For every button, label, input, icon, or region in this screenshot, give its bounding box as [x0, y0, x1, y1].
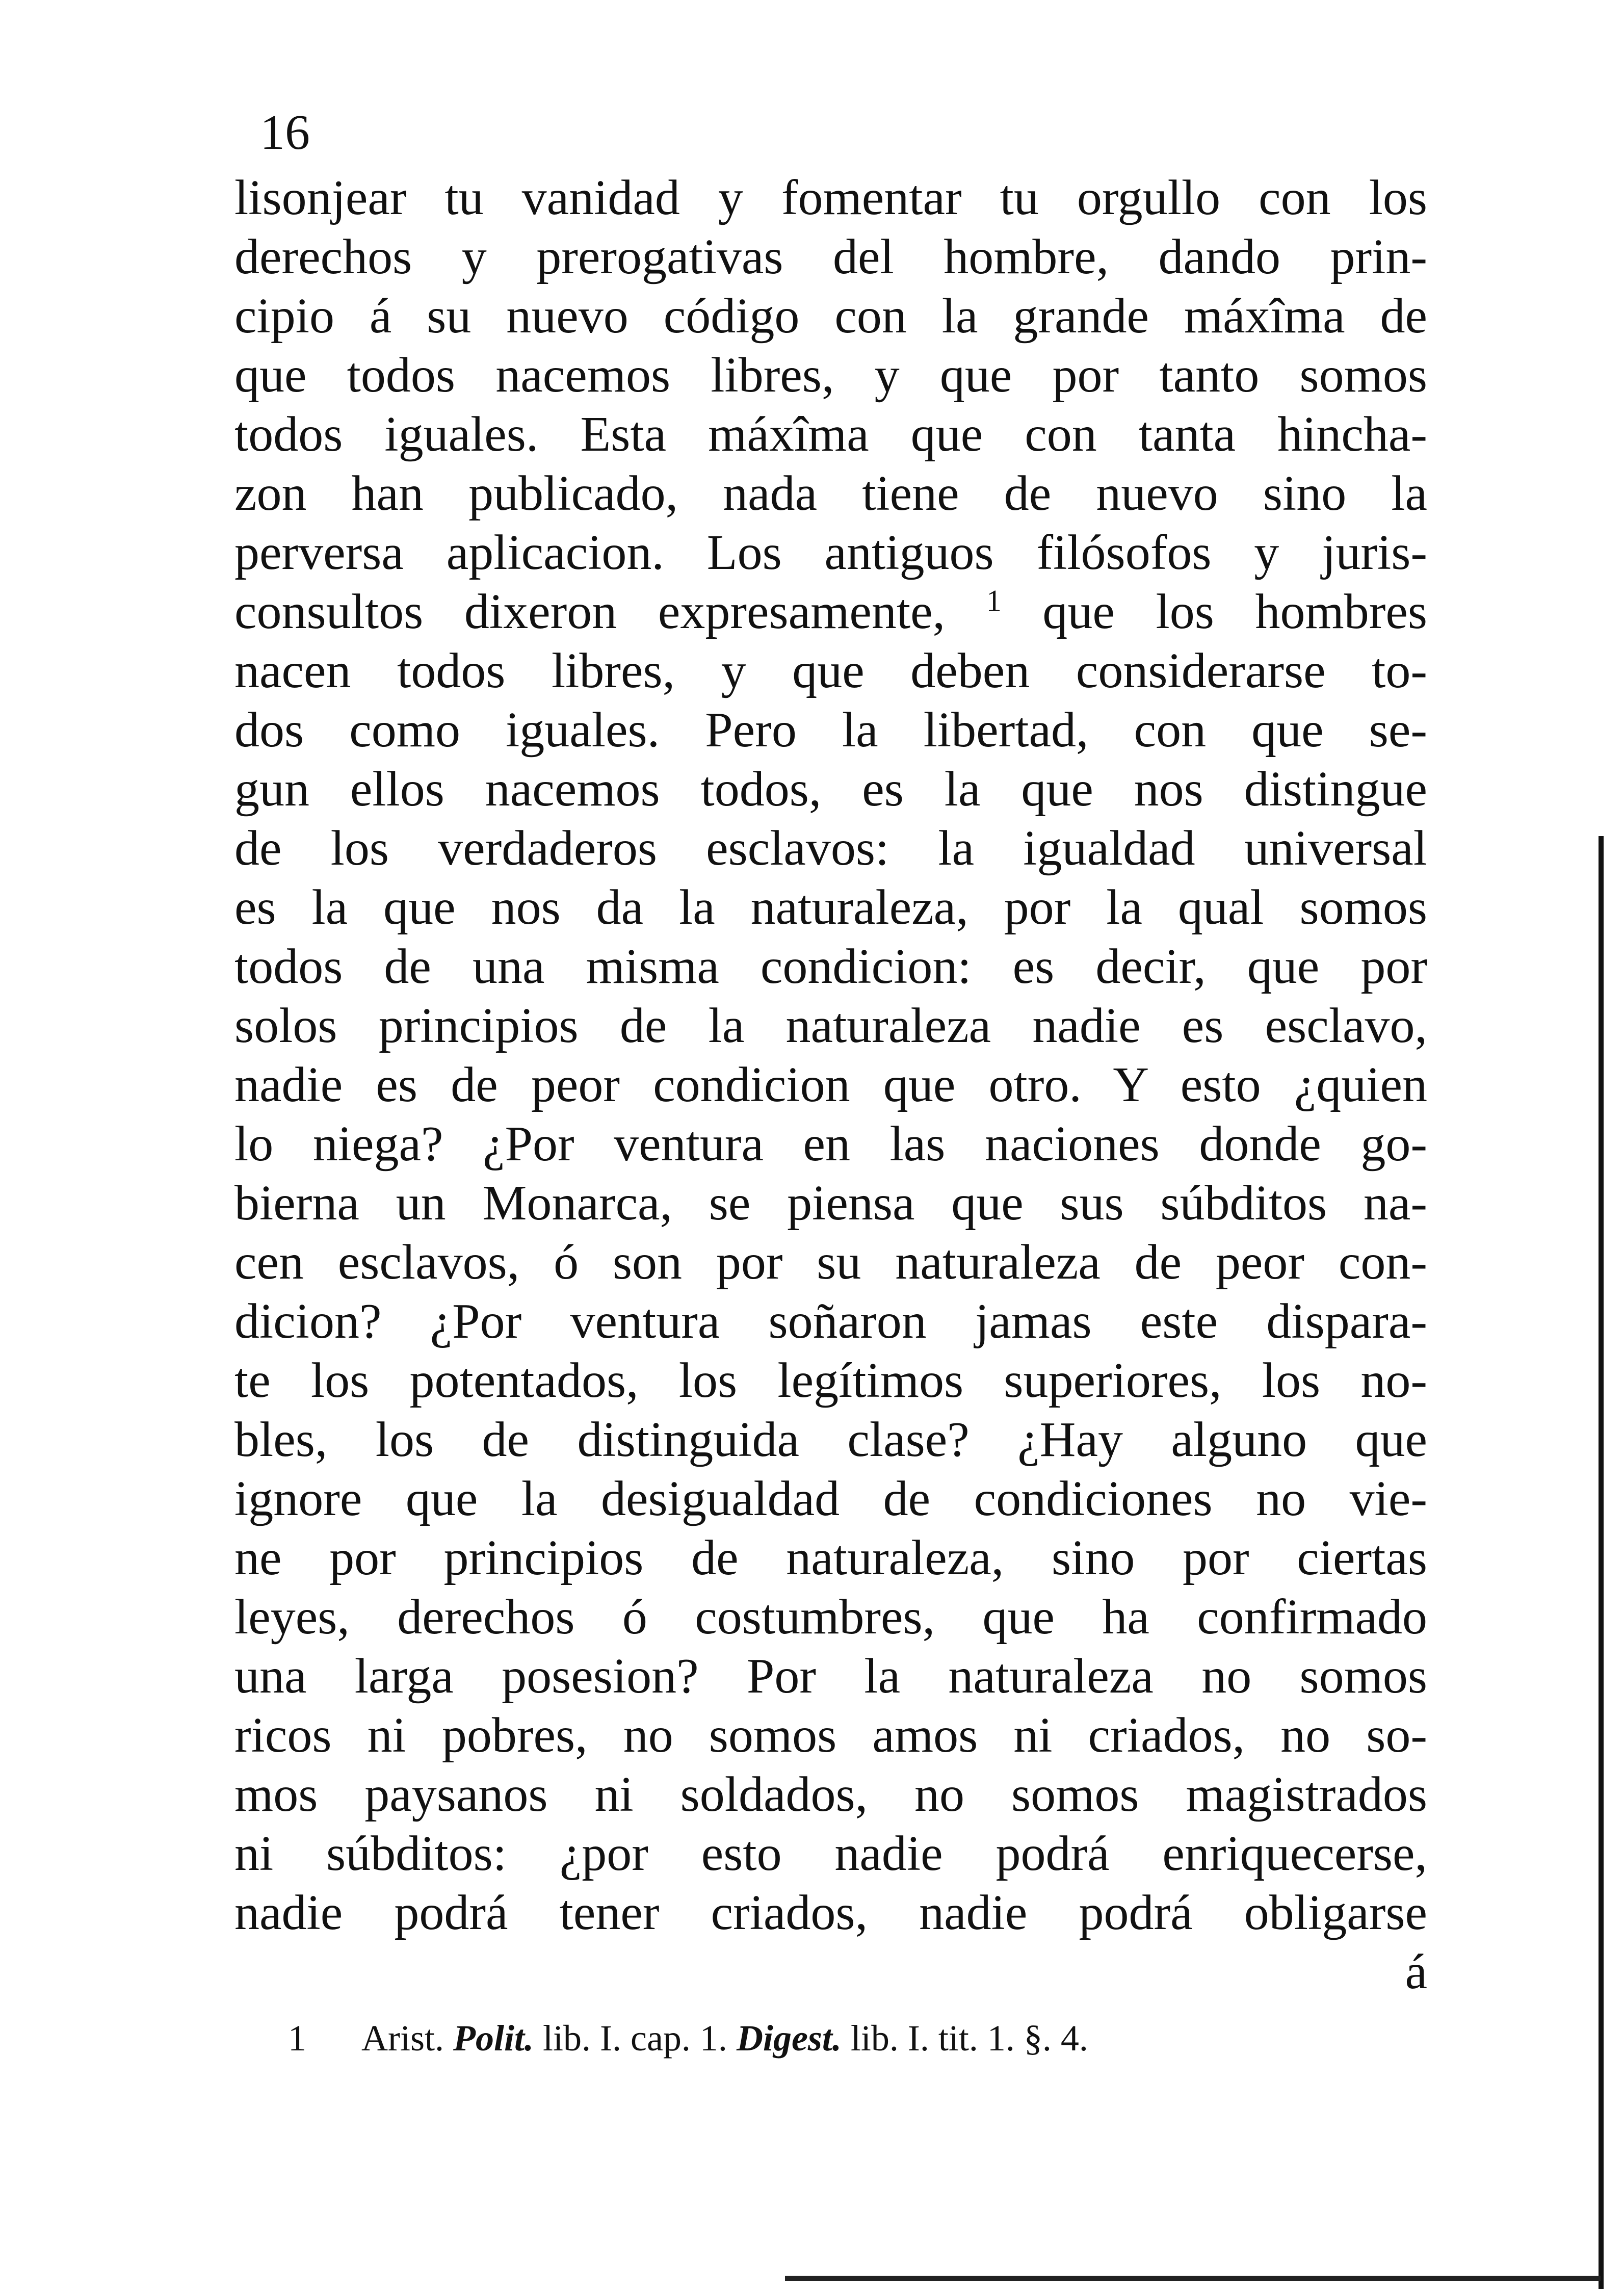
text-line: ricos ni pobres, no somos amos ni criados, no so- — [234, 1708, 1427, 1763]
footnote-italic-text: Digest. — [736, 2018, 842, 2059]
text-line: te los potentados, los legítimos superiores, los no- — [234, 1353, 1427, 1408]
text-line: ne por principios de naturaleza, sino por ciertas — [234, 1530, 1427, 1585]
text-line: una larga posesion? Por la naturaleza no somos — [234, 1649, 1427, 1704]
footnote — [288, 2014, 1307, 2063]
page-number: 16 — [260, 105, 310, 160]
text-line: ignore que la desigualdad de condiciones no vie- — [234, 1471, 1427, 1526]
text-line: leyes, derechos ó costumbres, que ha confirmado — [234, 1590, 1427, 1645]
text-line: lo niega? ¿Por ventura en las naciones donde go- — [234, 1116, 1427, 1172]
text-line: todos iguales. Esta máxîma que con tanta hincha- — [234, 407, 1427, 462]
text-line: cipio á su nuevo código con la grande máxîma de — [234, 289, 1427, 344]
text-line: mos paysanos ni soldados, no somos magistrados — [234, 1767, 1427, 1822]
catchword: á — [1405, 1944, 1427, 1999]
text-line: todos de una misma condicion: es decir, que por — [234, 939, 1427, 994]
text-line: ni súbditos: ¿por esto nadie podrá enriquecerse, — [234, 1826, 1427, 1881]
text-line: zon han publicado, nada tiene de nuevo sino la — [234, 466, 1427, 521]
footnote-italic-text: Polit. — [453, 2018, 534, 2059]
footnote-text: lib. I. cap. 1. — [543, 2018, 727, 2059]
text-line-with-footnote-ref — [234, 582, 1427, 641]
text-line: bles, los de distinguida clase? ¿Hay alguno que — [234, 1412, 1427, 1467]
text-line: es la que nos da la naturaleza, por la qual somos — [234, 880, 1427, 935]
body-text — [234, 168, 1427, 2001]
page-edge-shadow — [1599, 836, 1604, 2289]
footnote-reference: 1 — [986, 584, 1002, 618]
text-line: derechos y prerogativas del hombre, dando prin- — [234, 229, 1427, 284]
text-line: solos principios de la naturaleza nadie es esclavo, — [234, 998, 1427, 1053]
text-line: nadie podrá tener criados, nadie podrá obligarse — [234, 1885, 1427, 1940]
text-line: nacen todos libres, y que deben considerarse to- — [234, 643, 1427, 698]
footnote-text: Arist. — [361, 2018, 444, 2059]
text-line: que todos nacemos libres, y que por tanto somos — [234, 348, 1427, 403]
text-line: bierna un Monarca, se piensa que sus súbditos na- — [234, 1176, 1427, 1231]
text-segment: que los hombres — [1042, 584, 1427, 639]
text-line: lisonjear tu vanidad y fomentar tu orgullo con los — [234, 170, 1427, 225]
text-line: cen esclavos, ó son por su naturaleza de peor con- — [234, 1235, 1427, 1290]
text-line: nadie es de peor condicion que otro. Y esto ¿quien — [234, 1057, 1427, 1112]
text-line: de los verdaderos esclavos: la igualdad universal — [234, 821, 1427, 876]
footnote-text: lib. I. tit. 1. §. 4. — [850, 2018, 1088, 2059]
footnote-number: 1 — [288, 2018, 306, 2059]
text-line: dos como iguales. Pero la libertad, con que se- — [234, 702, 1427, 758]
text-segment: consultos dixeron expresamente, — [234, 584, 946, 639]
text-line: perversa aplicacion. Los antiguos filósofos y juris- — [234, 525, 1427, 580]
page-edge-shadow — [785, 2276, 1601, 2281]
text-line: gun ellos nacemos todos, es la que nos distingue — [234, 762, 1427, 817]
text-line: dicion? ¿Por ventura soñaron jamas este dispara- — [234, 1294, 1427, 1349]
